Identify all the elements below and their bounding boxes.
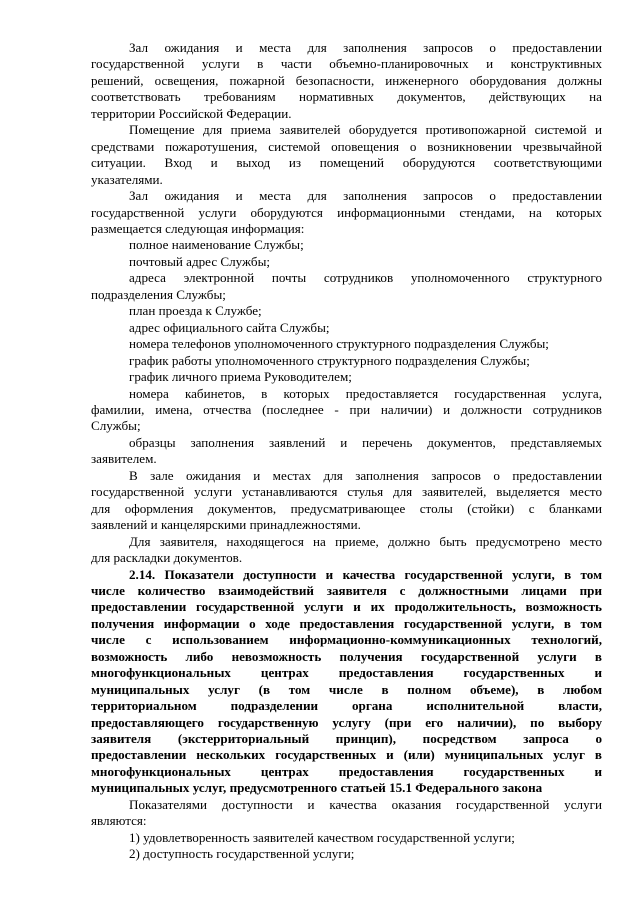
list-item: 2) доступность государственной услуги;	[129, 846, 355, 862]
indicators-list	[91, 830, 602, 863]
text-line: Для заявителя, находящегося на приеме, должно быть предусмотрено место	[129, 533, 602, 549]
text-line: для раскладки документов.	[91, 550, 243, 566]
text-line: решений, освещения, пожарной безопасности, инженерного оборудования должны	[91, 72, 602, 88]
heading-line: муниципальных услуг, предусмотренного статьей 15.1 Федерального закона	[91, 780, 543, 796]
list-item: номера телефонов уполномоченного структурного подразделения Службы;	[129, 336, 549, 352]
text-line: средствами пожаротушения, системой оповещения о возникновении чрезвычайной	[91, 138, 602, 154]
text-line: заявлений и канцелярскими принадлежностями.	[91, 517, 361, 533]
heading-line: предоставлении государственной услуги и их продолжительность, возможность	[91, 599, 602, 615]
info-list	[91, 237, 602, 467]
list-item: полное наименование Службы;	[129, 237, 304, 253]
heading-line: 2.14. Показатели доступности и качества государственной услуги, в том	[129, 566, 602, 582]
list-item: почтовый адрес Службы;	[129, 253, 271, 269]
list-item: адреса электронной почты сотрудников уполномоченного структурного	[129, 270, 602, 286]
text-line: Зал ожидания и места для заполнения запросов о предоставлении	[129, 40, 602, 55]
paragraph-indicators	[91, 797, 602, 830]
list-item-continuation: заявителем.	[91, 451, 157, 467]
paragraph-chairs-tables	[91, 468, 602, 534]
list-item: номера кабинетов, в которых предоставляется государственная услуга,	[129, 385, 602, 401]
text-line: размещается следующая информация:	[91, 220, 305, 236]
text-line: для оформления документов, предусматривающее столы (стойки) с бланками	[91, 500, 602, 516]
text-line: государственной услуги устанавливаются стулья для заявителей, выделяется место	[91, 484, 602, 500]
paragraph-document-space	[91, 534, 602, 567]
paragraph-info-stands	[91, 188, 602, 237]
list-item: план проезда к Службе;	[129, 303, 262, 319]
text-line: государственной услуги в части объемно-планировочных и конструктивных	[91, 56, 602, 72]
list-item-continuation: Службы;	[91, 418, 141, 434]
text-line: соответствовать требованиям нормативных документов, действующих на	[91, 89, 602, 105]
text-line: Зал ожидания и места для заполнения запросов о предоставлении	[129, 188, 602, 204]
list-item-continuation: подразделения Службы;	[91, 286, 226, 302]
heading-line: возможность либо невозможность получения государственной услуги в	[91, 648, 602, 664]
text-line: государственной услуги оборудуются информационными стендами, на которых	[91, 204, 602, 220]
list-item: график работы уполномоченного структурного подразделения Службы;	[129, 352, 530, 368]
text-line: территории Российской Федерации.	[91, 105, 292, 121]
heading-line: предоставляющего государственную услугу (при его наличии), по выбору	[91, 714, 602, 730]
heading-line: многофункциональных центрах предоставления государственных и	[91, 763, 602, 779]
document-page	[91, 40, 602, 863]
paragraph-waiting-hall-requirements	[91, 40, 602, 122]
text-line: Показателями доступности и качества оказания государственной услуги	[129, 796, 602, 812]
text-line: ситуации. Вход и выход из помещений оборудуются соответствующими	[91, 155, 602, 171]
heading-line: получения информации о ходе предоставления государственной услуги, в том	[91, 615, 602, 631]
text-line: указателями.	[91, 171, 163, 187]
list-item-continuation: фамилии, имена, отчества (последнее - при наличии) и должности сотрудников	[91, 401, 602, 417]
heading-line: муниципальных услуг (в том числе в полном объеме), в любом	[91, 681, 602, 697]
heading-line: заявителя (экстерриториальный принцип), посредством запроса о	[91, 731, 602, 747]
list-item: график личного приема Руководителем;	[129, 369, 352, 385]
heading-line: многофункциональных центрах предоставления государственных и	[91, 665, 602, 681]
text-line: являются:	[91, 813, 147, 829]
heading-line: числе с использованием информационно-коммуникационных технологий,	[91, 632, 602, 648]
heading-line: предоставлении нескольких государственных и (или) муниципальных услуг в	[91, 747, 602, 763]
text-line: Помещение для приема заявителей оборудуется противопожарной системой и	[129, 122, 602, 138]
text-line: В зале ожидания и местах для заполнения запросов о предоставлении	[129, 467, 602, 483]
list-item: образцы заполнения заявлений и перечень документов, представляемых	[129, 434, 602, 450]
section-heading-2-14	[91, 567, 602, 797]
list-item: 1) удовлетворенность заявителей качеством государственной услуги;	[129, 829, 515, 845]
paragraph-fire-safety	[91, 122, 602, 188]
list-item: адрес официального сайта Службы;	[129, 319, 330, 335]
heading-line: числе количество взаимодействий заявителя с должностными лицами при	[91, 582, 602, 598]
heading-line: территориальном подразделении органа исполнительной власти,	[91, 698, 602, 714]
